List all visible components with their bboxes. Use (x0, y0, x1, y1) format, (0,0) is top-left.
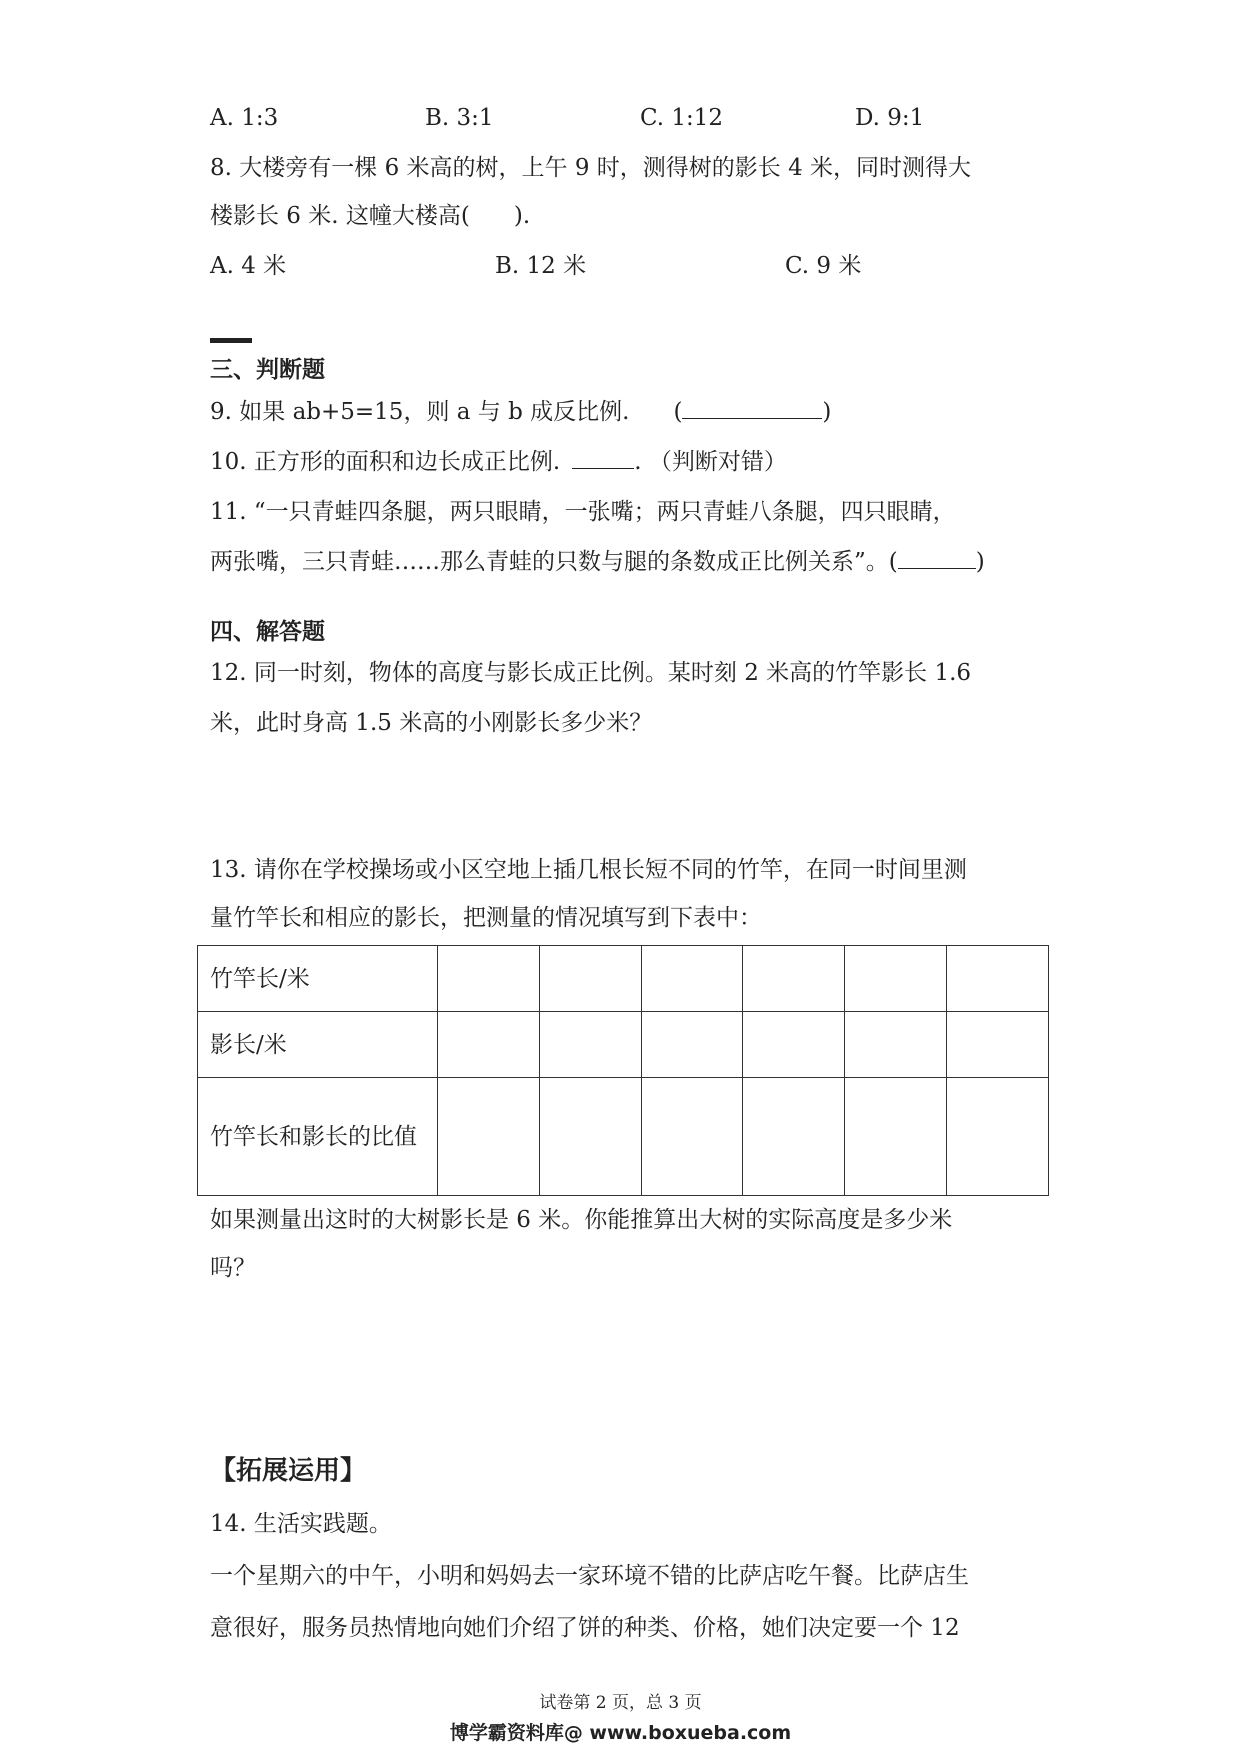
row-header-ratio: 竹竿长和影长的比值 (198, 1078, 438, 1196)
q10-text: 10. 正方形的面积和边长成正比例. (210, 449, 561, 475)
table-cell[interactable] (743, 1078, 845, 1196)
table-cell[interactable] (641, 1012, 743, 1078)
q8-line-1: 8. 大楼旁有一棵 6 米高的树，上午 9 时，测得树的影长 4 米，同时测得大 (210, 155, 972, 181)
q12-line-1: 12. 同一时刻，物体的高度与影长成正比例。某时刻 2 米高的竹竿影长 1.6 (210, 660, 972, 686)
q7-option-b: B. 3:1 (425, 105, 494, 131)
q10-tail: . （判断对错） (634, 449, 787, 475)
table-cell[interactable] (438, 946, 540, 1012)
table-cell[interactable] (845, 946, 947, 1012)
q9-open: ( (673, 399, 683, 425)
table-cell[interactable] (438, 1078, 540, 1196)
q8-line-2-start: 楼影长 6 米. 这幢大楼高( (210, 203, 470, 229)
table-row (198, 946, 1049, 1012)
table-cell[interactable] (845, 1012, 947, 1078)
q14-title: 14. 生活实践题。 (210, 1511, 392, 1537)
q8-option-a: A. 4 米 (210, 253, 287, 279)
q13-followup-line-2: 吗？ (210, 1255, 256, 1281)
table-cell[interactable] (641, 1078, 743, 1196)
section-3-title: 三、判断题 (210, 357, 325, 383)
q8-option-b: B. 12 米 (495, 253, 587, 279)
q9-close: ) (822, 399, 832, 425)
table-cell[interactable] (743, 1012, 845, 1078)
site-watermark: 博学霸资料库@ www.boxueba.com (449, 1722, 792, 1744)
row-header-pole-length: 竹竿长/米 (198, 946, 438, 1012)
table-row (198, 1078, 1049, 1196)
q7-option-c: C. 1:12 (640, 105, 724, 131)
q8-line-2 (210, 200, 530, 232)
q12-line-2: 米，此时身高 1.5 米高的小刚影长多少米？ (210, 710, 653, 736)
table-cell[interactable] (947, 946, 1049, 1012)
q11-line-1: 11. “一只青蛙四条腿，两只眼睛，一张嘴；两只青蛙八条腿，四只眼睛， (210, 499, 956, 525)
q13-followup-line-1: 如果测量出这时的大树影长是 6 米。你能推算出大树的实际高度是多少米 (210, 1207, 953, 1233)
q9-answer-blank[interactable] (682, 396, 822, 419)
row-header-shadow-length: 影长/米 (198, 1012, 438, 1078)
q10-answer-blank[interactable] (572, 446, 634, 469)
section-divider-bar (210, 338, 252, 343)
section-4-title: 四、解答题 (210, 619, 325, 645)
q9-text: 9. 如果 ab+5=15，则 a 与 b 成反比例. (210, 399, 630, 425)
table-cell[interactable] (539, 1012, 641, 1078)
q14-line-2: 意很好，服务员热情地向她们介绍了饼的种类、价格，她们决定要一个 12 (210, 1615, 960, 1641)
page-footer: 试卷第 2 页，总 3 页 (539, 1693, 702, 1713)
q11-answer-blank[interactable] (898, 546, 976, 569)
table-cell[interactable] (539, 946, 641, 1012)
table-cell[interactable] (743, 946, 845, 1012)
q11-text: 两张嘴，三只青蛙……那么青蛙的只数与腿的条数成正比例关系”。( (210, 549, 898, 575)
table-cell[interactable] (947, 1078, 1049, 1196)
extension-title: 【拓展运用】 (210, 1456, 367, 1486)
q14-line-1: 一个星期六的中午，小明和妈妈去一家环境不错的比萨店吃午餐。比萨店生 (210, 1563, 969, 1589)
table-cell[interactable] (539, 1078, 641, 1196)
q13-line-2: 量竹竿长和相应的影长，把测量的情况填写到下表中： (210, 905, 762, 931)
q7-option-d: D. 9:1 (855, 105, 925, 131)
q11-close: ) (975, 549, 985, 575)
table-cell[interactable] (641, 946, 743, 1012)
q8-option-c: C. 9 米 (785, 253, 862, 279)
q10-line (210, 446, 787, 478)
q8-line-2-end: ). (513, 203, 531, 229)
table-row (198, 1012, 1049, 1078)
table-cell[interactable] (947, 1012, 1049, 1078)
q13-line-1: 13. 请你在学校操场或小区空地上插几根长短不同的竹竿，在同一时间里测 (210, 857, 967, 883)
q7-option-a: A. 1:3 (210, 105, 279, 131)
measurement-table (197, 945, 1049, 1196)
table-cell[interactable] (845, 1078, 947, 1196)
q11-line-2 (210, 546, 985, 578)
q9-line (210, 396, 831, 428)
table-cell[interactable] (438, 1012, 540, 1078)
